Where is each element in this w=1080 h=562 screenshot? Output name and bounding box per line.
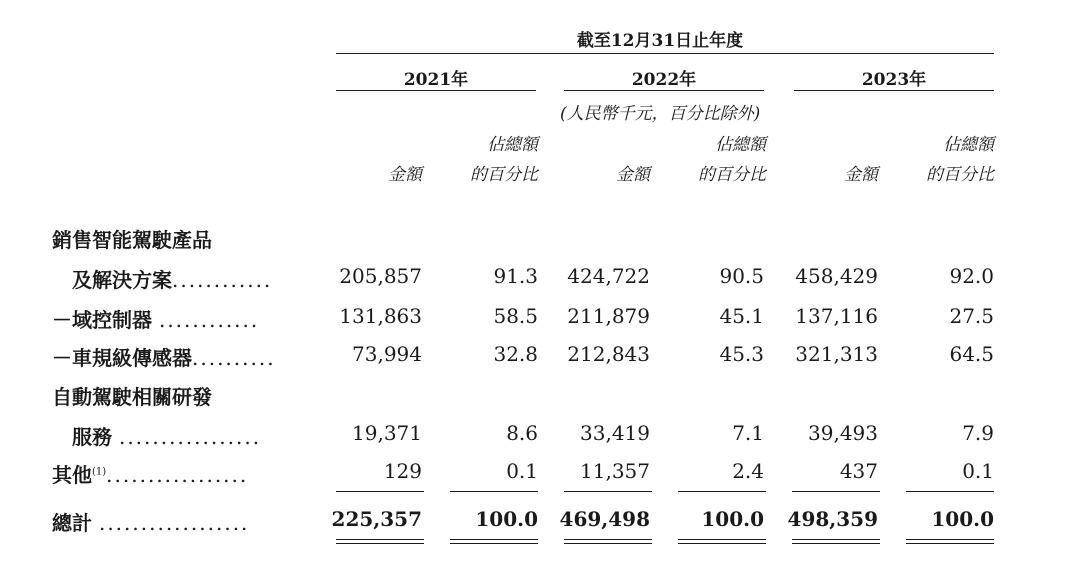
cell-2022-amount: 424,722 bbox=[567, 264, 650, 288]
cell-2022-amount: 11,357 bbox=[580, 459, 650, 483]
cell-2023-amount: 39,493 bbox=[808, 421, 878, 445]
subtotal-rule bbox=[336, 491, 424, 492]
total-double-rule bbox=[450, 543, 538, 544]
cell-2021-pct: 0.1 bbox=[506, 459, 538, 483]
total-double-rule bbox=[906, 543, 994, 544]
period-header: 截至12月31日止年度 bbox=[576, 31, 744, 51]
cell-2022-pct: 45.1 bbox=[719, 304, 764, 328]
cell-2021-pct: 8.6 bbox=[506, 421, 538, 445]
total-2023-pct: 100.0 bbox=[931, 507, 994, 531]
total-2023-amount: 498,359 bbox=[787, 507, 878, 531]
cell-2023-pct: 92.0 bbox=[949, 264, 994, 288]
period-rule bbox=[336, 53, 994, 54]
cell-2021-amount: 73,994 bbox=[352, 342, 422, 366]
row-label-others: 其他$^{(1)}$................. bbox=[52, 463, 249, 487]
subtotal-rule bbox=[678, 491, 766, 492]
row-label-product-solutions: 及解決方案............ bbox=[72, 268, 273, 292]
cell-2023-amount: 137,116 bbox=[795, 304, 878, 328]
row-label-domain-controller: －域控制器 ............ bbox=[52, 308, 260, 332]
cell-2021-pct: 91.3 bbox=[493, 264, 538, 288]
total-2021-amount: 225,357 bbox=[331, 507, 422, 531]
col-amount-2022: 金額 bbox=[616, 165, 650, 185]
row-label-total: 總計 .................. bbox=[52, 511, 250, 535]
cell-2021-amount: 19,371 bbox=[352, 421, 422, 445]
col-pct2-2023: 的百分比 bbox=[926, 165, 994, 185]
cell-2022-pct: 45.3 bbox=[719, 342, 764, 366]
cell-2023-pct: 0.1 bbox=[962, 459, 994, 483]
row-label-rd: 自動駕駛相關研發 bbox=[52, 385, 212, 409]
cell-2021-amount: 131,863 bbox=[339, 304, 422, 328]
col-pct1-2022: 佔總額 bbox=[715, 135, 766, 155]
col-amount-2021: 金額 bbox=[388, 165, 422, 185]
total-double-rule bbox=[792, 539, 880, 540]
col-amount-2023: 金額 bbox=[844, 165, 878, 185]
year-2021: 2021年 bbox=[403, 70, 469, 90]
cell-2022-pct: 7.1 bbox=[732, 421, 764, 445]
subtotal-rule bbox=[450, 491, 538, 492]
total-double-rule bbox=[678, 543, 766, 544]
total-double-rule bbox=[906, 539, 994, 540]
year-rule-2021 bbox=[336, 90, 536, 91]
year-2023: 2023年 bbox=[861, 70, 927, 90]
total-2021-pct: 100.0 bbox=[475, 507, 538, 531]
cell-2022-amount: 33,419 bbox=[580, 421, 650, 445]
year-2022: 2022年 bbox=[631, 70, 697, 90]
unit-note: (人民幣千元，百分比除外) bbox=[560, 104, 761, 124]
cell-2023-pct: 7.9 bbox=[962, 421, 994, 445]
row-label-services: 服務 ................. bbox=[72, 425, 262, 449]
row-label-sensor: －車規級傳感器.......... bbox=[52, 346, 276, 370]
cell-2021-amount: 205,857 bbox=[339, 264, 422, 288]
cell-2022-amount: 212,843 bbox=[567, 342, 650, 366]
cell-2021-pct: 32.8 bbox=[493, 342, 538, 366]
total-double-rule bbox=[564, 539, 652, 540]
cell-2023-pct: 64.5 bbox=[949, 342, 994, 366]
total-2022-amount: 469,498 bbox=[559, 507, 650, 531]
cell-2022-amount: 211,879 bbox=[567, 304, 650, 328]
col-pct1-2023: 佔總額 bbox=[943, 135, 994, 155]
subtotal-rule bbox=[906, 491, 994, 492]
cell-2021-amount: 129 bbox=[383, 459, 422, 483]
cell-2023-amount: 458,429 bbox=[795, 264, 878, 288]
cell-2022-pct: 90.5 bbox=[719, 264, 764, 288]
total-2022-pct: 100.0 bbox=[701, 507, 764, 531]
year-rule-2023 bbox=[794, 90, 994, 91]
cell-2021-pct: 58.5 bbox=[493, 304, 538, 328]
cell-2023-amount: 321,313 bbox=[795, 342, 878, 366]
subtotal-rule bbox=[792, 491, 880, 492]
total-double-rule bbox=[336, 543, 424, 544]
total-double-rule bbox=[336, 539, 424, 540]
cell-2023-pct: 27.5 bbox=[949, 304, 994, 328]
col-pct2-2022: 的百分比 bbox=[698, 165, 766, 185]
col-pct1-2021: 佔總額 bbox=[487, 135, 538, 155]
row-label-product-sales: 銷售智能駕駛產品 bbox=[52, 228, 212, 252]
total-double-rule bbox=[678, 539, 766, 540]
total-double-rule bbox=[450, 539, 538, 540]
total-double-rule bbox=[564, 543, 652, 544]
total-double-rule bbox=[792, 543, 880, 544]
subtotal-rule bbox=[564, 491, 652, 492]
cell-2022-pct: 2.4 bbox=[732, 459, 764, 483]
cell-2023-amount: 437 bbox=[839, 459, 878, 483]
col-pct2-2021: 的百分比 bbox=[470, 165, 538, 185]
year-rule-2022 bbox=[564, 90, 764, 91]
